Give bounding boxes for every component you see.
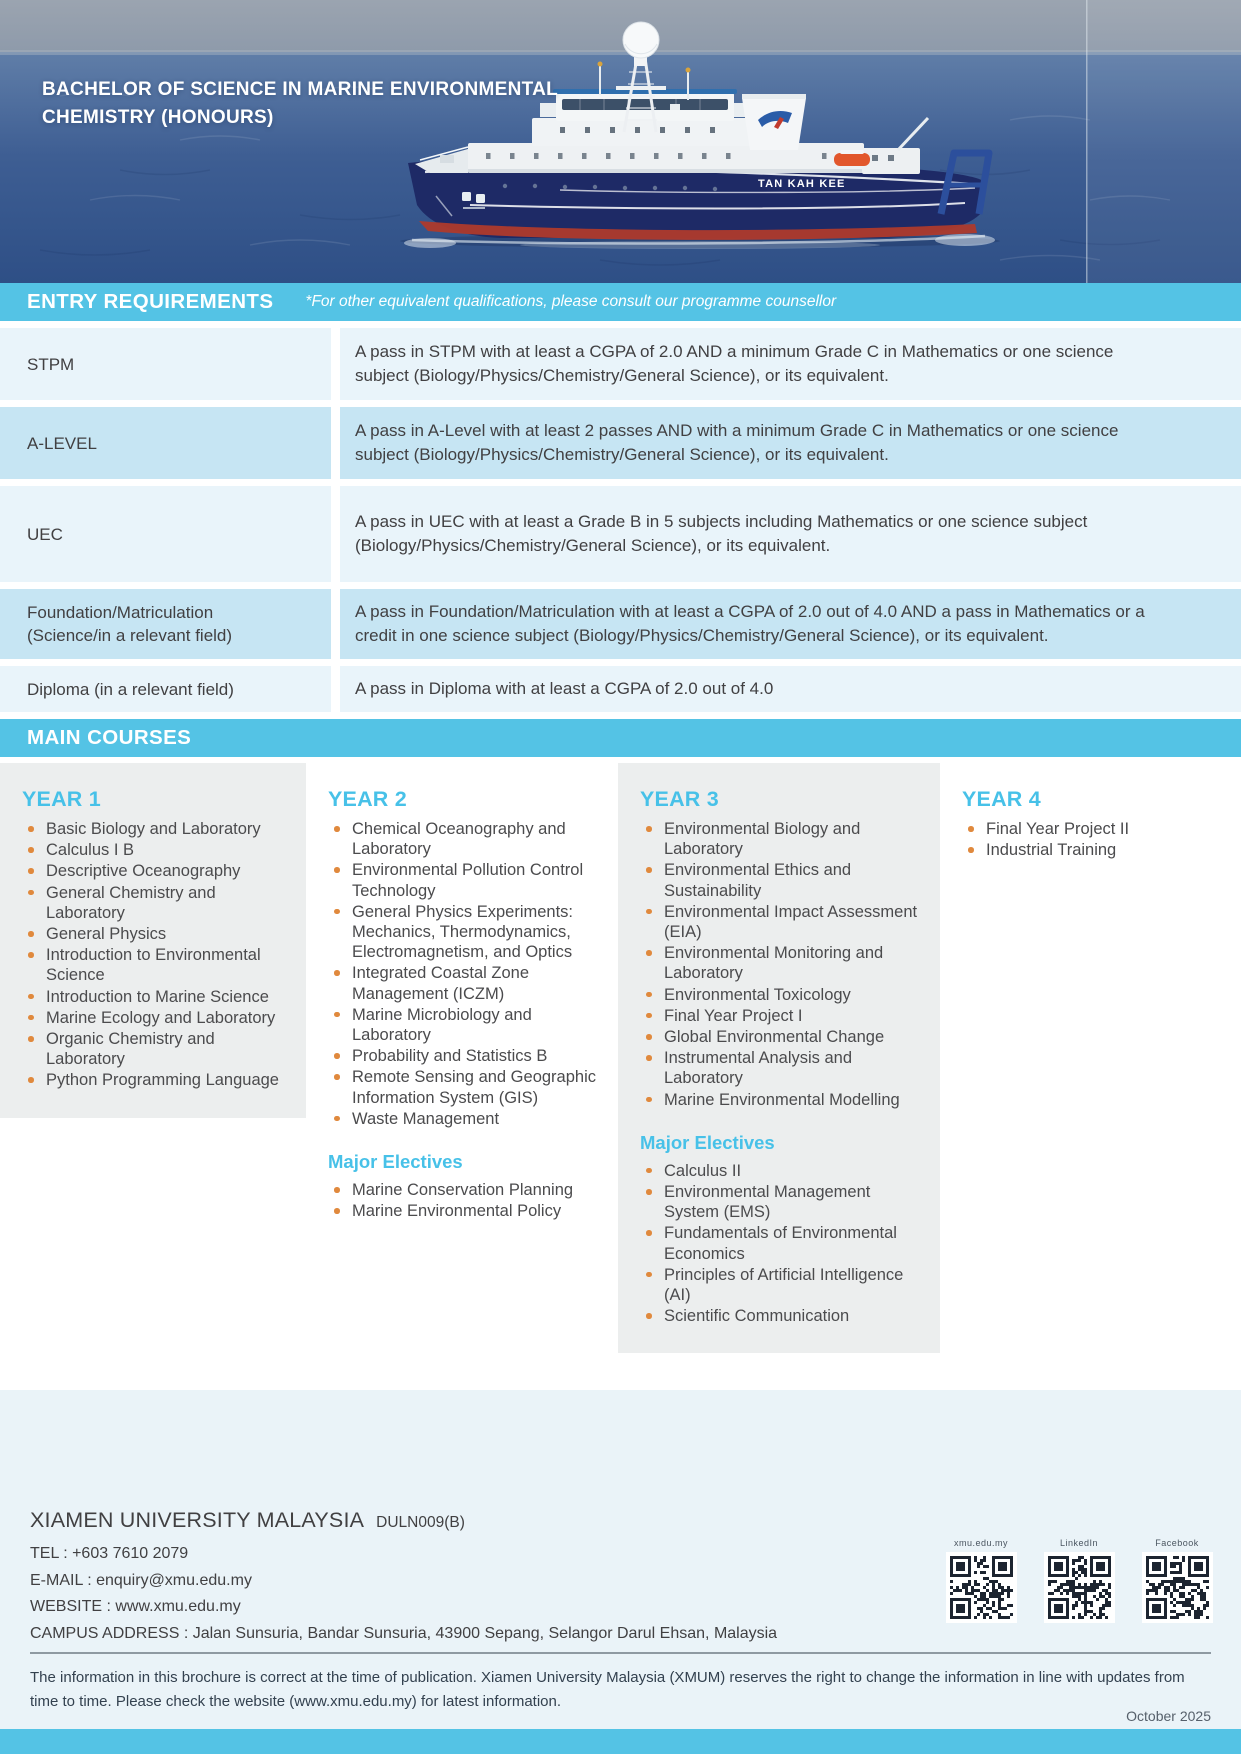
bullet-icon — [646, 1313, 652, 1319]
course-item-label: Global Environmental Change — [664, 1028, 885, 1047]
requirement-text: A pass in A-Level with at least 2 passes AND with a minimum Grade C in Mathematics or one science subject (Biology/Physics/Chemistry/General Science), or its equivalent. — [340, 407, 1241, 479]
course-item — [22, 924, 290, 944]
course-item — [328, 1109, 602, 1129]
course-item — [328, 963, 602, 1003]
qr-code-label: xmu.edu.my — [953, 1538, 1009, 1548]
contact-line: CAMPUS ADDRESS : Jalan Sunsuria, Bandar Sunsuria, 43900 Sepang, Selangor Darul Ehsan, Malaysia — [30, 1624, 778, 1642]
bullet-icon — [334, 1187, 340, 1193]
table-row — [0, 407, 1241, 479]
footer-divider — [30, 1652, 1211, 1654]
table-row — [0, 328, 1241, 400]
hero-photo — [0, 0, 1241, 283]
course-item — [328, 1067, 602, 1107]
requirement-label-line1: Foundation/Matriculation — [27, 603, 214, 622]
contact-line: WEBSITE : www.xmu.edu.my — [30, 1598, 241, 1615]
course-item-label: Descriptive Oceanography — [46, 862, 241, 881]
course-item-label: Remote Sensing and Geographic Information System (GIS) — [352, 1068, 596, 1107]
bullet-icon — [28, 1015, 34, 1021]
course-item — [22, 861, 290, 881]
course-item-label: Waste Management — [352, 1109, 500, 1128]
bullet-icon — [646, 1034, 652, 1040]
qr-code-icon — [1044, 1552, 1115, 1623]
year-1-column — [0, 763, 306, 1118]
bullet-icon — [646, 826, 652, 832]
requirement-text: A pass in STPM with at least a CGPA of 2.0 AND a minimum Grade C in Mathematics or one science subject (Biology/Physics/Chemistry/General Science), or its equivalent. — [340, 328, 1241, 400]
course-item — [22, 1008, 290, 1028]
qr-code-icon — [946, 1552, 1017, 1623]
bullet-icon — [28, 1077, 34, 1083]
requirement-label — [0, 486, 331, 582]
course-item — [640, 902, 924, 942]
qr-code-block — [943, 1538, 1019, 1628]
course-item-label: Principles of Artificial Intelligence (AI) — [664, 1265, 904, 1305]
requirement-label — [0, 407, 331, 479]
course-item — [22, 819, 290, 839]
contact-line: TEL : +603 7610 2079 — [30, 1545, 189, 1562]
table-row — [0, 486, 1241, 582]
bullet-icon — [28, 952, 34, 958]
year-3-course-list — [640, 819, 924, 1110]
year-4-column — [940, 763, 1241, 887]
year-1-heading: YEAR 1 — [22, 787, 101, 811]
year-2-electives-list — [328, 1180, 602, 1221]
bullet-icon — [28, 868, 34, 874]
requirement-label — [0, 666, 331, 712]
course-item-label: Environmental Management System (EMS) — [664, 1183, 871, 1222]
course-item-label: Marine Conservation Planning — [352, 1181, 574, 1200]
course-item — [640, 1090, 924, 1110]
course-item-label: Environmental Toxicology — [664, 985, 851, 1004]
research-vessel-illustration — [0, 0, 1241, 283]
year-1-course-list — [22, 819, 290, 1091]
year-2-course-list — [328, 819, 602, 1129]
bullet-icon — [334, 826, 340, 832]
course-item — [640, 1048, 924, 1088]
course-item-label: General Chemistry and Laboratory — [46, 883, 216, 922]
requirement-text: A pass in Diploma with at least a CGPA of 2.0 out of 4.0 — [340, 666, 1241, 712]
bullet-icon — [28, 826, 34, 832]
course-item — [640, 1182, 924, 1222]
bullet-icon — [334, 909, 340, 915]
bullet-icon — [646, 1168, 652, 1174]
bullet-icon — [28, 1036, 34, 1042]
bullet-icon — [968, 826, 974, 832]
course-item-label: Calculus I B — [46, 841, 135, 860]
course-item-label: Environmental Monitoring and Laboratory — [664, 944, 884, 983]
course-item-label: Environmental Ethics and Sustainability — [664, 861, 852, 900]
course-item — [640, 1161, 924, 1181]
bullet-icon — [646, 1272, 652, 1278]
programme-title-line2: CHEMISTRY (HONOURS) — [42, 107, 274, 128]
entry-requirements-table — [0, 328, 1241, 712]
course-item-label: Introduction to Environmental Science — [46, 946, 261, 985]
qr-code-label: Facebook — [1155, 1538, 1199, 1548]
course-item — [22, 1029, 290, 1069]
bullet-icon — [334, 1208, 340, 1214]
course-item-label: Fundamentals of Environmental Economics — [664, 1224, 897, 1263]
course-item-label: Calculus II — [664, 1161, 742, 1180]
year-3-electives-list — [640, 1161, 924, 1327]
course-item-label: Scientific Communication — [664, 1307, 850, 1326]
ship-name-text: TAN KAH KEE — [758, 178, 846, 190]
publication-date: October 2025 — [1126, 1708, 1211, 1724]
course-item — [22, 1070, 290, 1090]
bullet-icon — [334, 867, 340, 873]
course-item-label: Chemical Oceanography and Laboratory — [352, 820, 566, 859]
requirement-label-line1: UEC — [27, 524, 63, 544]
requirement-label-line1: Diploma (in a relevant field) — [27, 679, 234, 699]
major-electives-heading: Major Electives — [640, 1131, 775, 1153]
bullet-icon — [334, 1053, 340, 1059]
requirement-text: A pass in UEC with at least a Grade B in 5 subjects including Mathematics or one science subject (Biology/Physics/Chemistry/General Science), or its equivalent. — [340, 486, 1241, 582]
university-name: XIAMEN UNIVERSITY MALAYSIA — [30, 1508, 365, 1532]
bullet-icon — [334, 1116, 340, 1122]
course-item-label: Final Year Project I — [664, 1006, 803, 1025]
course-item — [962, 819, 1225, 839]
course-item — [22, 840, 290, 860]
qr-code-block — [1041, 1538, 1117, 1628]
major-electives-heading: Major Electives — [328, 1151, 463, 1173]
bullet-icon — [646, 992, 652, 998]
course-item-label: Probability and Statistics B — [352, 1047, 548, 1066]
bullet-icon — [334, 1074, 340, 1080]
course-item-label: General Physics — [46, 925, 167, 944]
bullet-icon — [334, 1012, 340, 1018]
bullet-icon — [334, 970, 340, 976]
course-item — [640, 1265, 924, 1305]
course-item — [328, 860, 602, 900]
bullet-icon — [646, 1230, 652, 1236]
course-item-label: Marine Environmental Policy — [352, 1202, 562, 1221]
course-item — [640, 1027, 924, 1047]
course-item-label: Environmental Impact Assessment (EIA) — [664, 902, 918, 942]
requirement-label — [0, 589, 331, 659]
qr-code-label: LinkedIn — [1059, 1538, 1099, 1548]
course-item — [328, 1180, 602, 1200]
course-item — [640, 985, 924, 1005]
course-item-label: Marine Microbiology and Laboratory — [352, 1005, 532, 1045]
course-item — [22, 987, 290, 1007]
qr-code-icon — [1142, 1552, 1213, 1623]
course-item — [640, 1006, 924, 1026]
year-3-column — [618, 763, 940, 1353]
course-item-label: Organic Chemistry and Laboratory — [46, 1030, 215, 1069]
bullet-icon — [646, 1189, 652, 1195]
table-row — [0, 589, 1241, 659]
bullet-icon — [28, 994, 34, 1000]
qr-code-group — [943, 1538, 1215, 1628]
bullet-icon — [646, 867, 652, 873]
footer-panel — [0, 1390, 1241, 1729]
course-item — [22, 945, 290, 985]
qr-code-block — [1139, 1538, 1215, 1628]
course-item — [328, 1005, 602, 1045]
course-item-label: Industrial Training — [986, 841, 1117, 860]
course-item-label: Marine Environmental Modelling — [664, 1090, 900, 1109]
requirement-text: A pass in Foundation/Matriculation with at least a CGPA of 2.0 out of 4.0 AND a pass in Mathematics or a credit in one science subject (Biology/Physics/Chemistry/General Science), or its equivalent. — [340, 589, 1241, 659]
university-registration-code: DULN009(B) — [376, 1514, 465, 1531]
main-courses-heading: MAIN COURSES — [27, 726, 192, 749]
year-2-column — [306, 763, 618, 1248]
bottom-accent-bar — [0, 1729, 1241, 1754]
bullet-icon — [646, 950, 652, 956]
course-item-label: Environmental Biology and Laboratory — [664, 820, 861, 859]
year-3-heading: YEAR 3 — [640, 787, 719, 811]
course-item-label: Instrumental Analysis and Laboratory — [664, 1049, 853, 1088]
requirement-label — [0, 328, 331, 400]
bullet-icon — [28, 890, 34, 896]
programme-title — [42, 76, 558, 132]
year-2-heading: YEAR 2 — [328, 787, 407, 811]
disclaimer-text: The information in this brochure is correct at the time of publication. Xiamen University Malaysia (XMUM) reserves the right to change the information in line with updates from time to time. Please check the website (www.xmu.edu.my) for latest information. — [30, 1669, 1185, 1710]
requirement-label-line1: STPM — [27, 354, 75, 374]
bullet-icon — [646, 909, 652, 915]
course-item-label: Python Programming Language — [46, 1071, 279, 1090]
course-item — [640, 819, 924, 859]
bullet-icon — [28, 931, 34, 937]
table-row — [0, 666, 1241, 712]
main-courses-bar — [0, 719, 1241, 757]
course-item-label: Environmental Pollution Control Technology — [352, 861, 584, 900]
course-item-label: Final Year Project II — [986, 820, 1130, 838]
course-item-label: Introduction to Marine Science — [46, 987, 269, 1006]
requirement-label-line1: A-LEVEL — [27, 433, 97, 453]
course-item — [22, 883, 290, 923]
requirement-label-line2: (Science/in a relevant field) — [27, 626, 233, 645]
equivalent-qualifications-note: *For other equivalent qualifications, please consult our programme counsellor — [305, 293, 837, 310]
course-item — [962, 840, 1225, 860]
course-item-label: Marine Ecology and Laboratory — [46, 1008, 276, 1027]
entry-requirements-bar — [0, 283, 1241, 321]
courses-section — [0, 763, 1241, 1353]
year-4-course-list — [962, 819, 1225, 860]
bullet-icon — [968, 847, 974, 853]
course-item-label: General Physics Experiments: Mechanics, Thermodynamics, Electromagnetism, and Optics — [352, 902, 574, 962]
course-item — [328, 1046, 602, 1066]
course-item — [640, 1306, 924, 1326]
course-item — [640, 1223, 924, 1263]
course-item — [640, 943, 924, 983]
bullet-icon — [28, 847, 34, 853]
course-item-label: Basic Biology and Laboratory — [46, 820, 261, 838]
course-item — [328, 902, 602, 963]
programme-title-line1: BACHELOR OF SCIENCE IN MARINE ENVIRONMENTAL — [42, 79, 559, 100]
contact-line: E-MAIL : enquiry@xmu.edu.my — [30, 1571, 252, 1589]
year-4-heading: YEAR 4 — [962, 787, 1041, 811]
course-item — [640, 860, 924, 900]
entry-requirements-heading: ENTRY REQUIREMENTS — [27, 290, 274, 313]
course-item — [328, 1201, 602, 1221]
course-item — [328, 819, 602, 859]
bullet-icon — [646, 1055, 652, 1061]
bullet-icon — [646, 1097, 652, 1103]
course-item-label: Integrated Coastal Zone Management (ICZM) — [352, 964, 530, 1003]
bullet-icon — [646, 1013, 652, 1019]
